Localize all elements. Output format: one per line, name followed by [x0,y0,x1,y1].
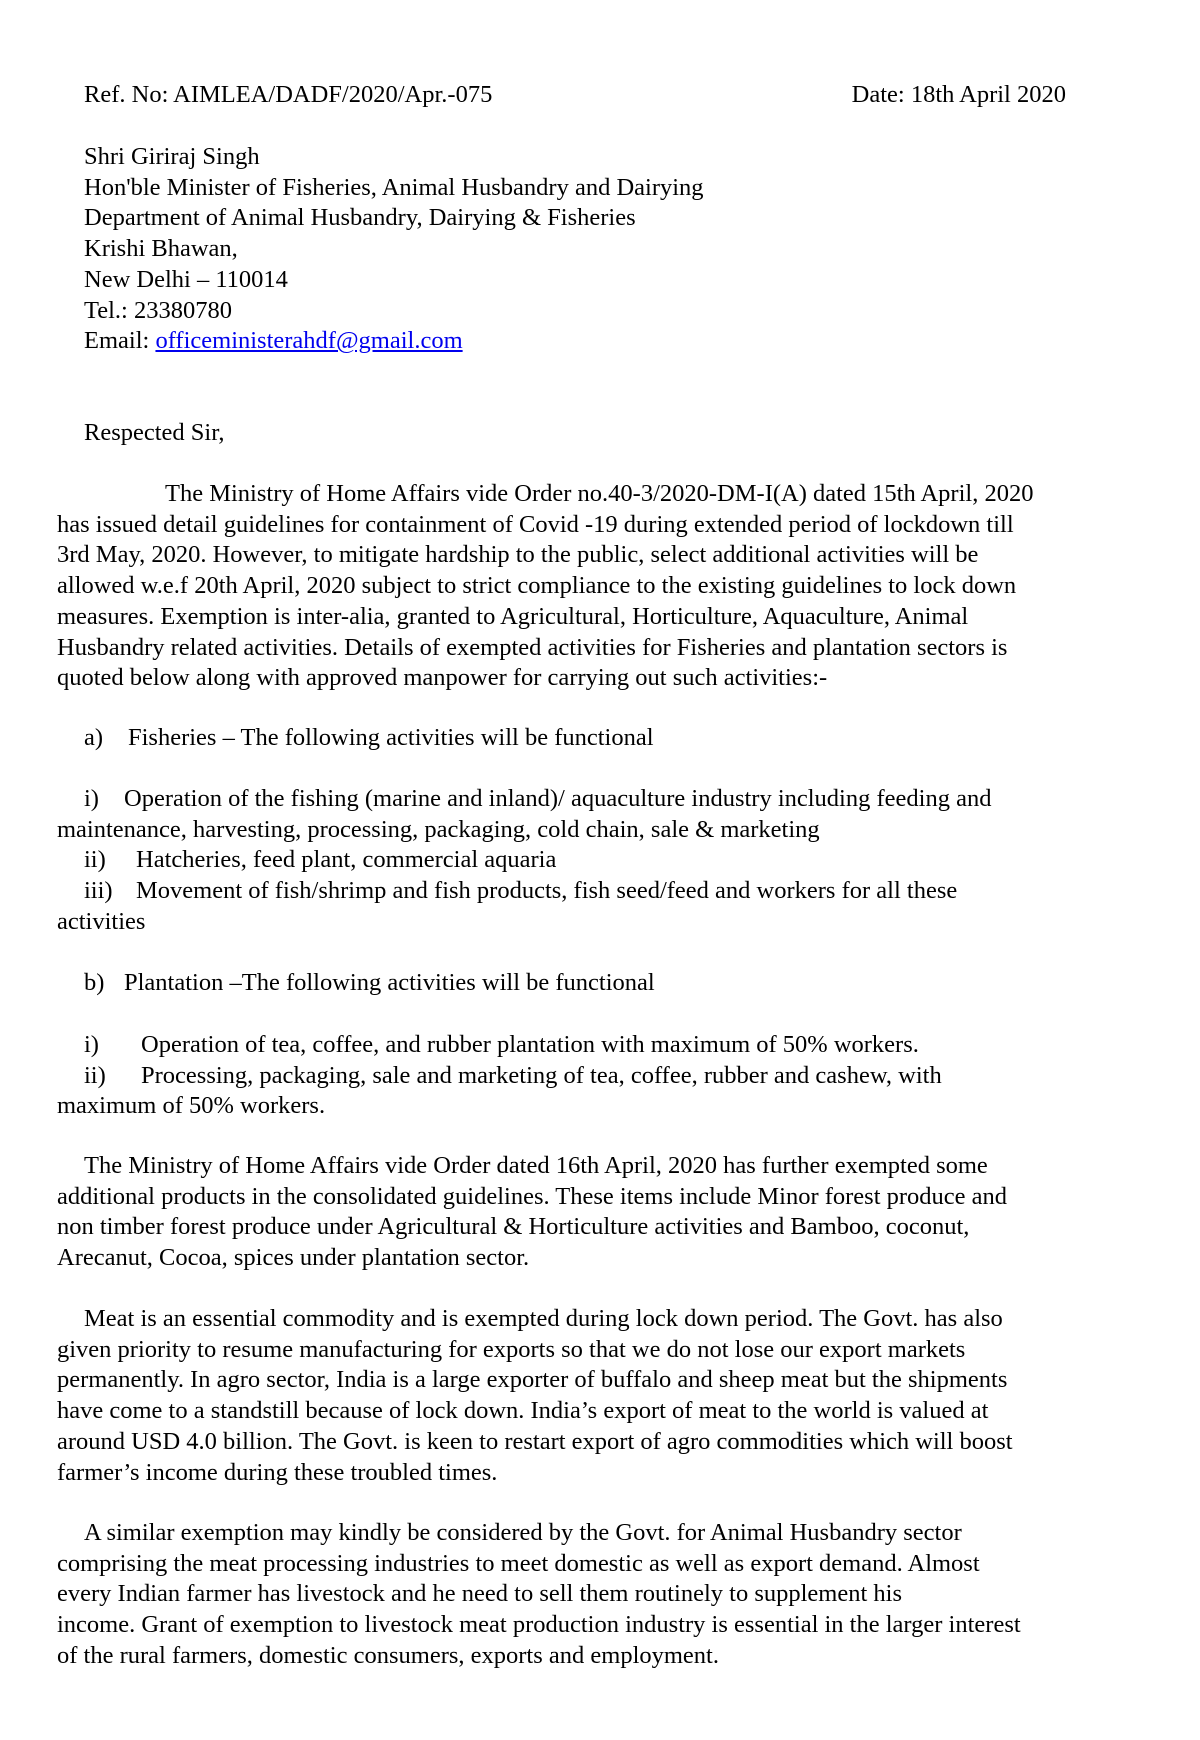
paragraph-meat-exports [57,1304,1137,1488]
paragraph-mha-order [57,479,1137,694]
list-item [57,1061,1137,1092]
paragraph-line: around USD 4.0 billion. The Govt. is keen to restart export of agro commodities which will boost [57,1427,1013,1455]
recipient-name: Shri Giriraj Singh [84,143,260,170]
section-fisheries-heading [84,723,654,754]
list-item-continuation: maximum of 50% workers. [57,1092,326,1120]
list-marker: i) [84,785,99,812]
list-item [57,784,1137,815]
paragraph-line: every Indian farmer has livestock and he need to sell them routinely to supplement his [57,1580,903,1608]
paragraph-line: non timber forest produce under Agricultural & Horticulture activities and Bamboo, coconut, [57,1213,970,1241]
paragraph-line: income. Grant of exemption to livestock meat production industry is essential in the larger interest [57,1611,1021,1639]
recipient-telephone: Tel.: 23380780 [84,296,232,324]
list-item-continuation: activities [57,907,146,935]
recipient-department: Department of Animal Husbandry, Dairying & Fisheries [84,204,636,232]
paragraph-exemption-request [57,1518,1137,1672]
list-marker: ii) [84,1061,106,1089]
paragraph-line: additional products in the consolidated guidelines. These items include Minor forest produce and [57,1182,1008,1210]
section-marker: b) [84,969,105,996]
list-item-text: Operation of the fishing (marine and inland)/ aquaculture industry including feeding and [124,785,992,812]
list-item-text: Movement of fish/shrimp and fish products, fish seed/feed and workers for all these [136,877,958,905]
paragraph-line: given priority to resume manufacturing for exports so that we do not lose our export markets [57,1335,966,1363]
paragraph-line: Meat is an essential commodity and is exempted during lock down period. The Govt. has also [84,1305,1003,1332]
section-heading-text: Plantation –The following activities will be functional [124,969,655,996]
paragraph-line: have come to a standstill because of lock down. India’s export of meat to the world is valued at [57,1397,989,1425]
section-heading-text: Fisheries – The following activities will be functional [128,724,654,751]
list-marker: iii) [84,877,113,905]
list-item [57,1030,1137,1061]
list-item-text: Processing, packaging, sale and marketing of tea, coffee, rubber and cashew, with [141,1061,942,1089]
list-marker: i) [84,1031,99,1058]
paragraph-line: The Ministry of Home Affairs vide Order dated 16th April, 2020 has further exempted some [84,1152,988,1179]
list-item [57,845,1137,876]
paragraph-line: A similar exemption may kindly be considered by the Govt. for Animal Husbandry sector [84,1519,962,1546]
paragraph-line: measures. Exemption is inter-alia, granted to Agricultural, Horticulture, Aquaculture, Animal [57,602,969,630]
recipient-designation: Hon'ble Minister of Fisheries, Animal Husbandry and Dairying [84,173,704,201]
list-item [57,876,1137,907]
list-marker: ii) [84,846,106,874]
section-marker: a) [84,724,104,751]
email-label: Email: [84,327,156,355]
email-link[interactable]: officeministerahdf@gmail.com [155,327,463,355]
recipient-address [84,142,704,357]
section-plantation-heading [84,968,655,999]
recipient-city: New Delhi – 110014 [84,265,288,293]
reference-number: Ref. No: AIMLEA/DADF/2020/Apr.-075 [84,81,493,108]
recipient-building: Krishi Bhawan, [84,235,238,263]
paragraph-additional-products [57,1151,1137,1274]
paragraph-line: Husbandry related activities. Details of exempted activities for Fisheries and plantation sectors is [57,633,1008,661]
plantation-activity-list [57,1030,1137,1122]
paragraph-line: permanently. In agro sector, India is a large exporter of buffalo and sheep meat but the shipments [57,1366,1008,1394]
paragraph-line: 3rd May, 2020. However, to mitigate hardship to the public, select additional activities will be [57,541,979,569]
paragraph-line: farmer’s income during these troubled times. [57,1458,498,1486]
paragraph-line: has issued detail guidelines for containment of Covid -19 during extended period of lockdown till [57,510,1014,538]
paragraph-line: Arecanut, Cocoa, spices under plantation sector. [57,1244,530,1272]
list-item-continuation: maintenance, harvesting, processing, packaging, cold chain, sale & marketing [57,815,820,843]
paragraph-line: quoted below along with approved manpower for carrying out such activities:- [57,664,828,692]
paragraph-line: of the rural farmers, domestic consumers, exports and employment. [57,1641,719,1669]
list-item-text: Operation of tea, coffee, and rubber plantation with maximum of 50% workers. [141,1031,919,1058]
list-item-text: Hatcheries, feed plant, commercial aquaria [136,846,557,874]
letter-header [84,80,1066,111]
paragraph-line: allowed w.e.f 20th April, 2020 subject to strict compliance to the existing guidelines to lock down [57,572,1017,600]
paragraph-line: The Ministry of Home Affairs vide Order no.40-3/2020-DM-I(A) dated 15th April, 2020 [165,480,1034,507]
paragraph-line: comprising the meat processing industries to meet domestic as well as export demand. Almost [57,1549,980,1577]
recipient-email-line [84,326,704,357]
fisheries-activity-list [57,784,1137,938]
letter-date: Date: 18th April 2020 [851,81,1066,108]
salutation: Respected Sir, [84,419,225,446]
